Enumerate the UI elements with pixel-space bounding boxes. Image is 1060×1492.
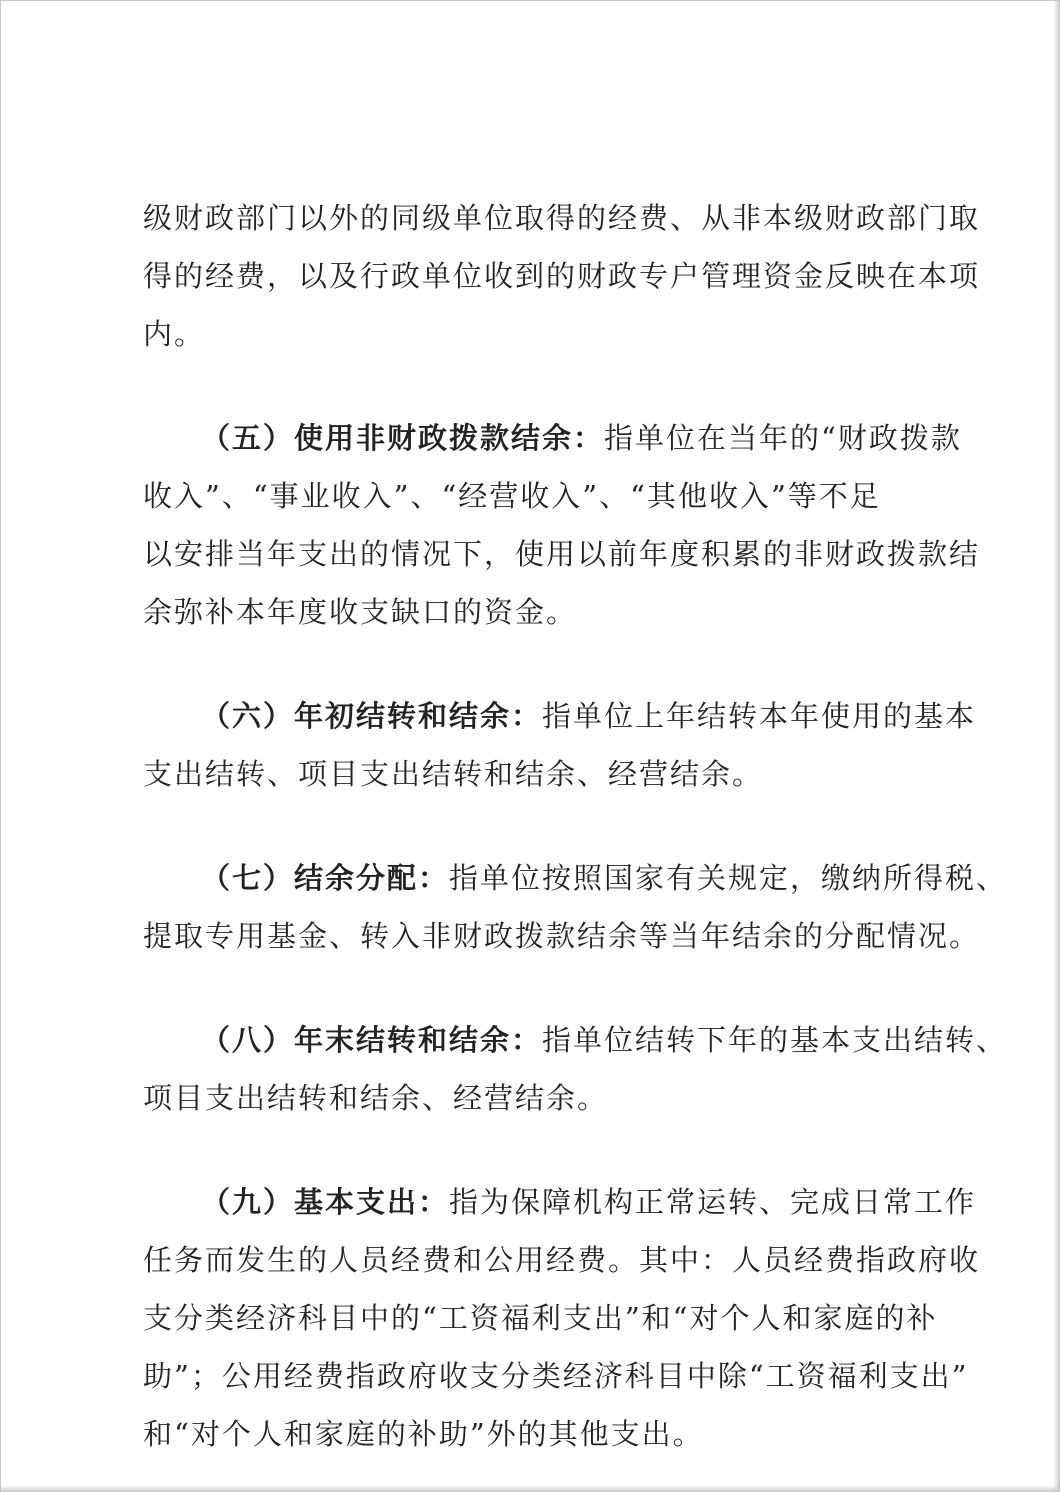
text-line: 收入”、“事业收入”、“经营收入”、“其他收入”等不足 <box>143 479 881 513</box>
section-text: 指单位在当年的“财政拨款 <box>604 421 962 455</box>
paragraph-section-9 <box>143 1173 981 1463</box>
text-line: 内。 <box>143 317 206 351</box>
text-line: 支分类经济科目中的“工资福利支出”和“对个人和家庭的补 <box>143 1301 938 1335</box>
text-line: 提取专用基金、转入非财政拨款结余等当年结余的分配情况。 <box>143 919 981 953</box>
text-line: 余弥补本年度收支缺口的资金。 <box>143 595 578 629</box>
section-heading: （八）年末结转和结余： <box>201 1023 543 1057</box>
text-line: 和“对个人和家庭的补助”外的其他支出。 <box>143 1417 704 1451</box>
text-line: 助”；公用经费指政府收支分类经济科目中除“工资福利支出” <box>143 1359 969 1393</box>
text-line: 支出结转、项目支出结转和结余、经营结余。 <box>143 757 764 791</box>
section-text: 指单位结转下年的基本支出结转、 <box>542 1023 1008 1057</box>
text-line: 任务而发生的人员经费和公用经费。其中：人员经费指政府收 <box>143 1243 981 1277</box>
section-heading: （七）结余分配： <box>201 861 450 895</box>
text-line: 项目支出结转和结余、经营结余。 <box>143 1081 609 1115</box>
paragraph-section-6 <box>143 687 977 803</box>
paragraph-section-5 <box>143 409 981 641</box>
text-line-first <box>143 849 1008 907</box>
paragraph-section-8 <box>143 1011 1008 1127</box>
section-text: 指单位上年结转本年使用的基本 <box>542 699 977 733</box>
text-line: 级财政部门以外的同级单位取得的经费、从非本级财政部门取 <box>143 201 981 235</box>
text-line-first <box>143 1011 1008 1069</box>
text-line: 以安排当年支出的情况下，使用以前年度积累的非财政拨款结 <box>143 537 981 571</box>
text-line-first <box>143 409 962 467</box>
paragraph-section-7 <box>143 849 1008 965</box>
text-line-first <box>143 687 977 745</box>
section-text: 指为保障机构正常运转、完成日常工作 <box>449 1185 977 1219</box>
text-line-first <box>143 1173 977 1231</box>
document-body <box>143 189 1008 1492</box>
section-heading: （六）年初结转和结余： <box>201 699 543 733</box>
section-heading: （五）使用非财政拨款结余： <box>201 421 605 455</box>
section-text: 指单位按照国家有关规定，缴纳所得税、 <box>449 861 1008 895</box>
section-heading: （九）基本支出： <box>201 1185 450 1219</box>
paragraph-continuation <box>143 189 981 363</box>
text-line: 得的经费，以及行政单位收到的财政专户管理资金反映在本项 <box>143 259 981 293</box>
